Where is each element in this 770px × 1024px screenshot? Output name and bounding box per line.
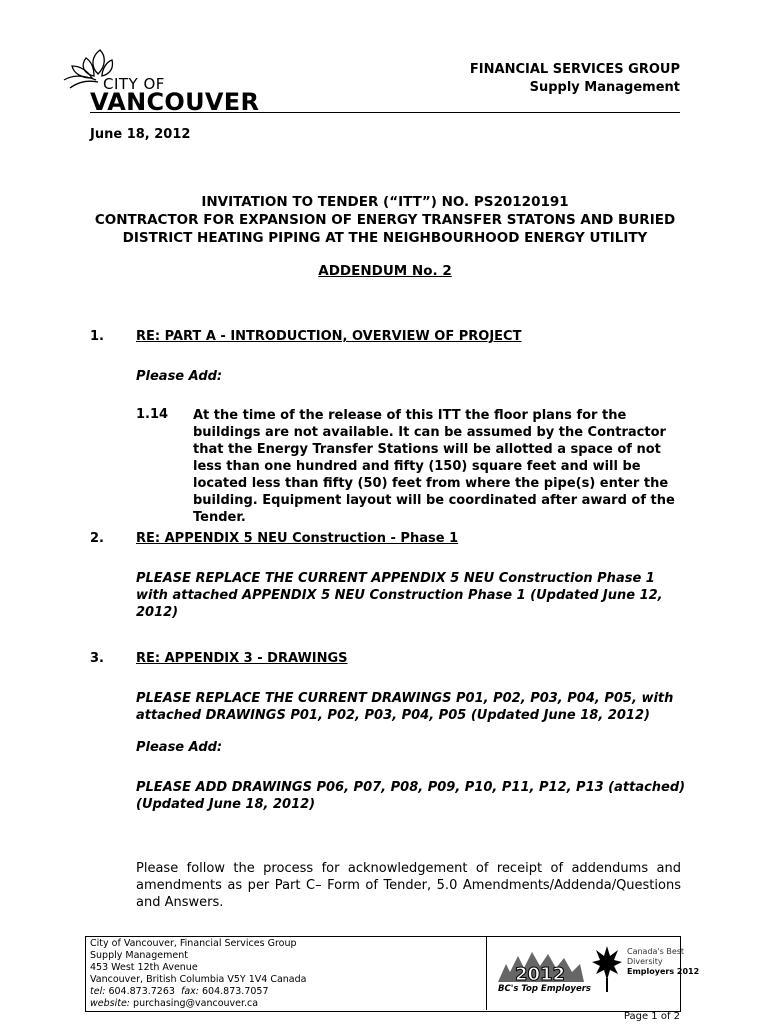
section-1-number: 1. [90, 329, 104, 344]
footer-org: City of Vancouver, Financial Services Group [90, 938, 297, 949]
footer-tel-label: tel: [90, 986, 106, 997]
div-line-1: Canada's Best [627, 947, 685, 956]
section-3-text-2: PLEASE ADD DRAWINGS P06, P07, P08, P09, P10, P11, P12, P13 (attached) (Updated June 18, 2012) [136, 780, 686, 812]
div-line-2: Diversity [627, 957, 663, 966]
footer-dept: Supply Management [90, 950, 188, 961]
footer-web-label: website: [90, 998, 131, 1009]
footer-contact [90, 986, 306, 998]
page-number: Page 1 of 2 [623, 1011, 680, 1022]
title-line-1: INVITATION TO TENDER (“ITT”) NO. PS20120191 [201, 194, 569, 210]
bc-top-employers-label: BC's Top Employers [498, 984, 591, 994]
footer-web[interactable]: purchasing@vancouver.ca [133, 998, 259, 1009]
div-line-3 [627, 967, 699, 977]
bc-year: 2012 [514, 964, 566, 985]
section-2-number: 2. [90, 531, 104, 546]
footer-fax-label: fax: [180, 986, 199, 997]
follow-paragraph: Please follow the process for acknowledgement of receipt of addendums and amendments as per Part C– Form of Tender, 5.0 Amendments/Addenda/Questions and Answers. [136, 861, 681, 910]
footer-address [90, 938, 306, 1010]
header-group: FINANCIAL SERVICES GROUP [469, 62, 680, 77]
logo-city-of: CITY OF [103, 75, 165, 93]
footer-tel: 604.873.7263 [108, 986, 175, 997]
footer-street: 453 West 12th Avenue [90, 962, 198, 973]
footer-fax: 604.873.7057 [202, 986, 269, 997]
footer-city: Vancouver, British Columbia V5Y 1V4 Canada [90, 974, 307, 985]
div-line-3-text: Employers 2012 [627, 967, 700, 976]
header-rule [90, 112, 680, 113]
section-3-heading: RE: APPENDIX 3 - DRAWINGS [136, 651, 348, 666]
footer-divider [486, 936, 487, 1010]
footer-web-line [90, 998, 306, 1010]
section-3-text-1: PLEASE REPLACE THE CURRENT DRAWINGS P01, P02, P03, P04, P05, with attached DRAWINGS P01, P02, P03, P04, P05 (Updated June 18, 2012) [136, 691, 674, 723]
diversity-employers-text [627, 947, 699, 977]
section-1-sub-text: At the time of the release of this ITT the floor plans for the buildings are not available. It can be assumed by the Contractor that the Energy Transfer Stations will be allotted a space of not less than one hundred and fifty (150) square feet and will be located less than fifty (50) feet from where the pipe(s) enter the building. Equipment layout will be coordinated after award of the Tender. [193, 408, 675, 525]
section-2-heading: RE: APPENDIX 5 NEU Construction - Phase 1 [136, 531, 459, 546]
letter-date: June 18, 2012 [90, 127, 191, 142]
section-3-please-add: Please Add: [136, 740, 223, 755]
section-1-heading: RE: PART A - INTRODUCTION, OVERVIEW OF PROJECT [136, 329, 522, 344]
logo-vancouver: VANCOUVER [90, 88, 260, 116]
addendum-title: ADDENDUM No. 2 [318, 263, 452, 279]
title-line-3: DISTRICT HEATING PIPING AT THE NEIGHBOURHOOD ENERGY UTILITY [122, 230, 648, 246]
section-1-sub-number: 1.14 [136, 407, 169, 422]
header-dept: Supply Management [529, 80, 680, 95]
section-1-please-add: Please Add: [136, 369, 223, 384]
section-2-text: PLEASE REPLACE THE CURRENT APPENDIX 5 NEU Construction Phase 1 with attached APPENDIX 5 NEU Construction Phase 1 (Updated June 12, 2012) [136, 571, 663, 620]
section-3-number: 3. [90, 651, 104, 666]
title-line-2: CONTRACTOR FOR EXPANSION OF ENERGY TRANSFER STATONS AND BURIED [94, 212, 676, 228]
maple-snowflake-icon [590, 944, 624, 996]
